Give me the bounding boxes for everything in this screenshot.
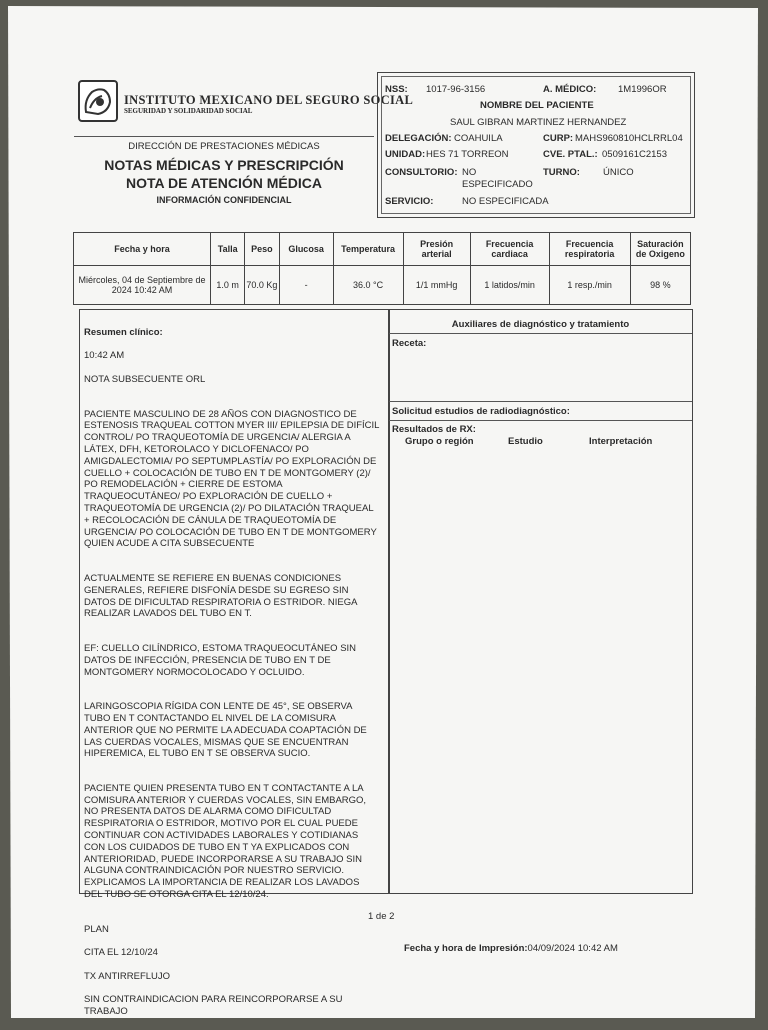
aux-title: Auxiliares de diagnóstico y tratamiento xyxy=(451,319,630,330)
vitals-value-row xyxy=(74,266,691,305)
receta-label: Receta: xyxy=(392,338,427,349)
nss-value: 1017-96-3156 xyxy=(426,84,486,95)
vitals-header: Temperatura xyxy=(333,233,403,266)
medico-label: A. MÉDICO: xyxy=(543,84,597,95)
vitals-cell: 1/1 mmHg xyxy=(403,266,470,305)
consultorio-value-1: NO xyxy=(462,167,477,178)
nss-label: NSS: xyxy=(385,84,408,95)
plan-label: PLAN xyxy=(84,923,109,935)
resumen-note: NOTA SUBSECUENTE ORL xyxy=(84,373,206,385)
vitals-header: Peso xyxy=(245,233,279,266)
patient-info-inner xyxy=(381,76,691,214)
resumen-paragraph-1: PACIENTE MASCULINO DE 28 AÑOS CON DIAGNOSTICO DE ESTENOSIS TRAQUEAL COTTON MYER III/ EPILEPSIA DE DIFÍCIL CONTROL/ PO TRAQUEOTOMÍA DE URGENCIA/ ALERGIA A LÁTEX, DFH, KETOROLACO Y DICLOFENACO/ PO AMIGDALECTOMIA/ PO SEPTUMPLASTÍA/ PO EXPLORACIÓN DE CUELLO + COLOCACIÓN DE TUBO EN T DE MONTGOMERY (2)/ PO REMODELACIÓN + CIERRE DE ESTOMA TRAQUEOCUTÁNEO/ PO EXPLORACIÓN DE CUELLO + TRAQUEOTOMÍA DE URGENCIA (2)/ PO DILATACIÓN TRAQUEAL + RECOLOCACIÓN DE CÁNULA DE TRAQUEOTOMÍA DE URGENCIA/ PO COLOCACIÓN DE TUBO EN T DE MONTGOMERY QUIEN ACUDE A CITA SUBSECUENTE xyxy=(84,408,380,550)
curp-value: MAHS960810HCLRRL04 xyxy=(575,133,683,144)
solicitud-label: Solicitud estudios de radiodiagnóstico: xyxy=(392,406,570,417)
confidential-label: INFORMACIÓN CONFIDENCIAL xyxy=(156,195,292,205)
divider xyxy=(389,420,692,421)
consultorio-label: CONSULTORIO: xyxy=(385,167,458,178)
delegacion-value: COAHUILA xyxy=(454,133,503,144)
plan-item-2: TX ANTIRREFLUJO xyxy=(84,970,171,982)
col-grupo: Grupo o región xyxy=(405,436,474,447)
vitals-cell: 1.0 m xyxy=(211,266,245,305)
institution-name: INSTITUTO MEXICANO DEL SEGURO SOCIAL xyxy=(124,93,414,107)
servicio-label: SERVICIO: xyxy=(385,196,434,207)
unidad-value: HES 71 TORREON xyxy=(426,149,509,160)
document-subtitle: NOTA DE ATENCIÓN MÉDICA xyxy=(126,175,322,191)
document-title: NOTAS MÉDICAS Y PRESCRIPCIÓN xyxy=(104,157,344,173)
consultorio-value-2: ESPECIFICADO xyxy=(462,179,533,190)
vitals-header-row xyxy=(74,233,691,266)
vitals-header: Talla xyxy=(211,233,245,266)
imss-logo xyxy=(78,80,118,122)
aux-panel xyxy=(388,309,693,894)
resultados-label: Resultados de RX: xyxy=(392,424,476,435)
medico-value: 1M1996OR xyxy=(618,84,667,95)
divider xyxy=(389,401,692,402)
vitals-header: Presión arterial xyxy=(403,233,470,266)
vitals-cell: 70.0 Kg xyxy=(245,266,279,305)
col-estudio: Estudio xyxy=(508,436,543,447)
patient-name: SAUL GIBRAN MARTINEZ HERNANDEZ xyxy=(450,117,627,128)
resumen-paragraph-5: PACIENTE QUIEN PRESENTA TUBO EN T CONTACTANTE A LA COMISURA ANTERIOR Y CUERDAS VOCALES, SIN EMBARGO, NO PRESENTA DATOS DE ALARMA COMO DIFICULTAD RESPIRATORIA O ESTRIDOR, MOTIVO POR EL CUAL PUEDE CONTINUAR CON ACTIVIDADES LABORALES Y COTIDIANAS CON LOS CUIDADOS DE TUBO EN T YA EXPLICADOS CON ANTERIORIDAD, PUEDE INCORPORARSE A SU TRABAJO SIN ALGUNA CONTRAINDICACIÓN POR NUESTRO SERVICIO. EXPLICAMOS LA IMPORTANCIA DE REALIZAR LOS LAVADOS DEL TUBO SE OTORGA CITA EL 12/10/24. xyxy=(84,782,367,901)
resumen-paragraph-2: ACTUALMENTE SE REFIERE EN BUENAS CONDICIONES GENERALES, REFIERE DISFONÍA DESDE SU EGRESO SIN DATOS DE DIFICULTAD RESPIRATORIA O ESTRIDOR. NIEGA REALIZAR LAVADOS DEL TUBO EN T. xyxy=(84,572,357,620)
plan-item-1: CITA EL 12/10/24 xyxy=(84,947,158,959)
curp-label: CURP: xyxy=(543,133,574,144)
ptal-value: 0509161C2153 xyxy=(602,149,667,160)
vitals-cell: Miércoles, 04 de Septiembre de 2024 10:42 AM xyxy=(74,266,211,305)
unidad-label: UNIDAD: xyxy=(385,149,426,160)
vitals-cell: - xyxy=(279,266,333,305)
direction-label: DIRECCIÓN DE PRESTACIONES MÉDICAS xyxy=(128,141,320,152)
resumen-paragraph-3: EF: CUELLO CILÍNDRICO, ESTOMA TRAQUEOCUTÁNEO SIN DATOS DE INFECCIÓN, PRESENCIA DE TUBO EN T DE MONTGOMERY NORMOCOLOCADO Y OCLUIDO. xyxy=(84,642,357,678)
vitals-header: Glucosa xyxy=(279,233,333,266)
print-label: Fecha y hora de Impresión: xyxy=(404,943,528,954)
vitals-cell: 36.0 °C xyxy=(333,266,403,305)
vitals-cell: 1 resp./min xyxy=(549,266,630,305)
institution-subtitle: SEGURIDAD Y SOLIDARIDAD SOCIAL xyxy=(124,107,253,115)
print-value: 04/09/2024 10:42 AM xyxy=(527,943,618,954)
vitals-header: Frecuencia cardiaca xyxy=(470,233,549,266)
divider xyxy=(74,136,374,137)
resumen-label: Resumen clínico: xyxy=(84,326,163,338)
page-number: 1 de 2 xyxy=(368,911,395,922)
ptal-label: CVE. PTAL.: xyxy=(543,149,598,160)
col-interpretacion: Interpretación xyxy=(589,436,653,447)
vitals-cell: 98 % xyxy=(630,266,690,305)
turno-label: TURNO: xyxy=(543,167,580,178)
vitals-header: Fecha y hora xyxy=(74,233,211,266)
vitals-header: Saturación de Oxigeno xyxy=(630,233,690,266)
vitals-cell: 1 latidos/min xyxy=(470,266,549,305)
servicio-value: NO ESPECIFICADA xyxy=(462,196,549,207)
vitals-header: Frecuencia respiratoria xyxy=(549,233,630,266)
plan-item-3: SIN CONTRAINDICACION PARA REINCORPORARSE A SU TRABAJO xyxy=(84,994,343,1018)
resumen-time: 10:42 AM xyxy=(84,350,125,362)
vitals-table xyxy=(73,232,691,305)
divider xyxy=(389,333,692,334)
turno-value: ÚNICO xyxy=(603,167,634,178)
delegacion-label: DELEGACIÓN: xyxy=(385,133,452,144)
patient-name-label: NOMBRE DEL PACIENTE xyxy=(480,100,594,111)
resumen-paragraph-4: LARINGOSCOPIA RÍGIDA CON LENTE DE 45°, SE OBSERVA TUBO EN T CONTACTANDO EL NIVEL DE LA COMISURA ANTERIOR QUE NO PERMITE LA ADECUADA COAPTACIÓN DE LAS CUERDAS VOCALES, MISMAS QUE SE ENCUENTRAN HIPEREMICA, EL TUBO EN T SE OBSERVA SUCIO. xyxy=(84,701,367,760)
print-timestamp xyxy=(404,943,618,954)
clinical-summary-text xyxy=(84,315,380,1030)
patient-info-box xyxy=(377,72,695,218)
